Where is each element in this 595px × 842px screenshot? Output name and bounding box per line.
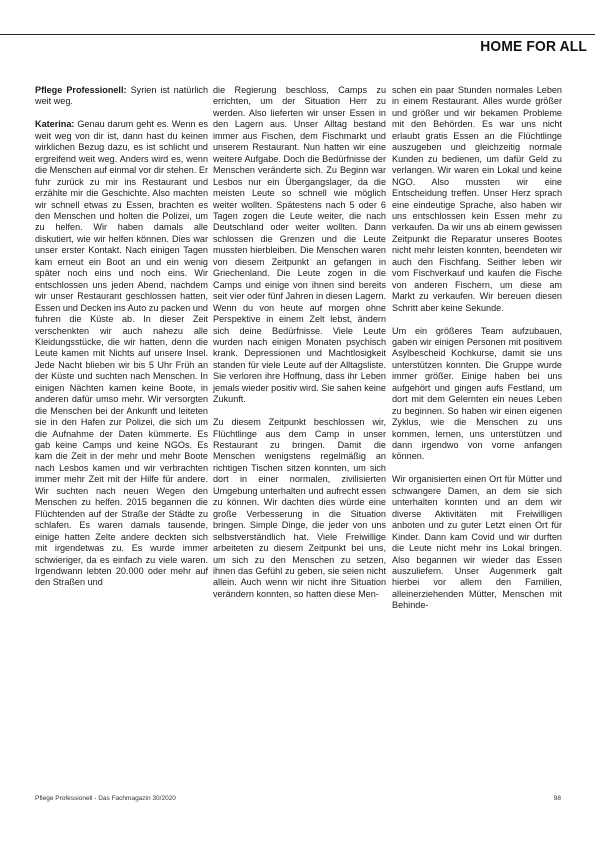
paragraph-text: Genau darum geht es. Wenn es weit weg von dir ist, dann hast du keinen wirklichen Bezug dazu, es ist schlicht und ergreifend weit weg. Anders wird es, wenn die Menschen auf einmal vor dir stehen. Er fuhr zurück zu mir ins Restaurant und erzählte mir die Geschichte. Also machten wir schnell etwas zu Essen, brachten es den Menschen und holten die Polizei, um zu helfen. Wir haben damals alle diskutiert, wie wir helfen können. Dies war unser erster Kontakt. Nach einigen Tagen kam erneut ein Boot an und ein wenig später noch eins und noch eins. Wir entschlossen uns jeden Abend, nachdem wir unser Restaurant geschlossen hatten, Essen und Decken ins Auto zu packen und fuhren die Küste ab. In dieser Zeit verschenkten wir auch nahezu alle Kleidungsstücke, die wir hatten, denn die Leute kamen mit Nichts auf unsere Insel. Jede Nacht blieben wir bis 5 Uhr Früh an der Küste und suchten nach Menschen. In einigen Nächten kamen keine Boote, in anderen dafür umso mehr. Wir versorgten die Menschen bei der Ankunft und leiteten sie in den Hafen zur Polizei, die sich um die Aufnahme der Daten kümmerte. Es gab keine Camps und keine NGOs. Es kam die Zeit in der mehr und mehr Boote nach Lesbos kamen und wir verbrachten immer mehr Zeit mit der Hilfe für andere. Wir suchten nach neuen Wegen den Menschen zu helfen. 2015 begannen die Flüchtenden auf der Straße der Städte zu schlafen. Es waren damals tausende, einige hatten Zelte andere deckten sich mit irgendetwas zu. Es wurde immer schwieriger, da es einfach zu viele waren. Irgendwann lebten 20.000 oder mehr auf den Straßen und	[35, 119, 208, 588]
text-column-3	[392, 85, 562, 785]
speaker-label: Pflege Professionell:	[35, 85, 127, 95]
paragraph	[35, 119, 208, 589]
header-rule	[0, 34, 595, 35]
text-column-1	[35, 85, 208, 785]
page-number: 98	[553, 795, 561, 802]
footer-publication: Pflege Professionell - Das Fachmagazin 30/2020	[35, 795, 176, 802]
paragraph: die Regierung beschloss, Camps zu errichten, um der Situation Herr zu werden. Also lieferten wir unser Essen in den Lagern aus. Unser Alltag bestand immer aus Fischen, dem Fischmarkt und unserem Restaurant. Nun hatten wir eine weitere Aufgabe. Doch die Bedürfnisse der Menschen veränderte sich. Zu Beginn war Lesbos nur ein Übergangslager, da die meisten Leute so schnell wie möglich weiter wollten. Spätestens nach 5 oder 6 Tagen zogen die Leute weiter, die nach Deutschland oder weiter wollten. Dann schlossen die Grenzen und die Leute mussten hierbleiben. Die Menschen waren von diesem Zeitpunkt an gefangen in Griechenland. Die Leute zogen in die Camps und einige von ihnen sind bereits seit vier oder fünf Jahren in diesen Lagern. Wenn du von heute auf morgen ohne Perspektive in einem Zelt lebst, ändern sich deine Bedürfnisse. Viele Leute wurden nach einigen Monaten psychisch krank. Depressionen und Machtlosigkeit standen für viele Leute auf der Alltagsliste. Sie verloren ihre Hoffnung, dass ihr Leben jemals wieder positiv wird. Sie sahen keine Zukunft.	[213, 85, 386, 405]
paragraph: schen ein paar Stunden normales Leben in einem Restaurant. Alles wurde größer und größer und wir bekamen Probleme mit den Behörden. Es war uns nicht erlaubt gratis Essen an die Flüchtlinge auszugeben und gleichzeitig normale Kunden zu bedienen, um dafür Geld zu verlangen. Wir waren ein Lokal und keine NGO. Also mussten wir eine Entscheidung treffen. Unser Herz sprach eine eindeutige Sprache, also haben wir uns entschlossen kein Essen mehr zu verkaufen. Da wir uns ab einem gewissen Zeitpunkt die Reparatur unseres Bootes nicht mehr leisten konnten, beendeten wir auch den Fischfang. Seither leben wir vom Fischverkauf und kaufen die Fische von anderen Fischern, um diese am Markt zu verkaufen. Wir bereuen diesen Schritt aber keine Sekunde.	[392, 85, 562, 313]
paragraph-text: Syrien ist natürlich weit weg.	[35, 85, 208, 107]
text-column-2	[213, 85, 386, 785]
paragraph: Um ein größeres Team aufzubauen, gaben wir einigen Personen mit positivem Asylbescheid Kochkurse, damit sie uns unterstützen konnten. Die Gruppe wurde immer größer. Einige haben bei uns aufgehört und gingen aufs Festland, um dort mit dem Gelernten ein neues Leben zu beginnen. So haben wir einen eigenen Zyklus, wie die Menschen zu uns kommen, lernen, uns unterstützen und dann irgendwo von vorne anfangen können.	[392, 325, 562, 462]
paragraph: Zu diesem Zeitpunkt beschlossen wir, Flüchtlinge aus dem Camp in unser Restaurant zu bringen. Damit die Menschen wenigstens regelmäßig an richtigen Tischen sitzen konnten, um sich dort in einer normalen, zivilisierten Umgebung unterhalten und aufrecht essen zu können. Wir dachten dies würde eine große Verbesserung in die Situation bringen. Simple Dinge, die jeder von uns selbstverständlich hat. Viele Freiwillige arbeiteten zu diesem Zeitpunkt bei uns, um sich zu den Menschen zu setzen, ihnen das Gefühl zu geben, sie seien nicht allein. Auch wenn wir nicht ihre Situation verändern konnten, so hatten diese Men-	[213, 417, 386, 599]
section-title: HOME FOR ALL	[480, 38, 587, 55]
article-body	[35, 85, 561, 785]
speaker-label: Katerina:	[35, 119, 75, 130]
paragraph: Wir organisierten einen Ort für Mütter und schwangere Damen, an dem sie sich unterhalten konnten und an dem wir diverse Aktivitäten mit Freiwilligen anboten und zu guter Letzt einen Ort für Kinder. Dann kam Covid und wir durften die Leute nicht mehr ins Lokal bringen. Also begannen wir wieder das Essen auszuliefern. Unser Augenmerk galt hierbei vor allem den Familien, alleinerziehenden Mütter, Menschen mit Behinde-	[392, 474, 562, 611]
paragraph	[35, 85, 208, 108]
